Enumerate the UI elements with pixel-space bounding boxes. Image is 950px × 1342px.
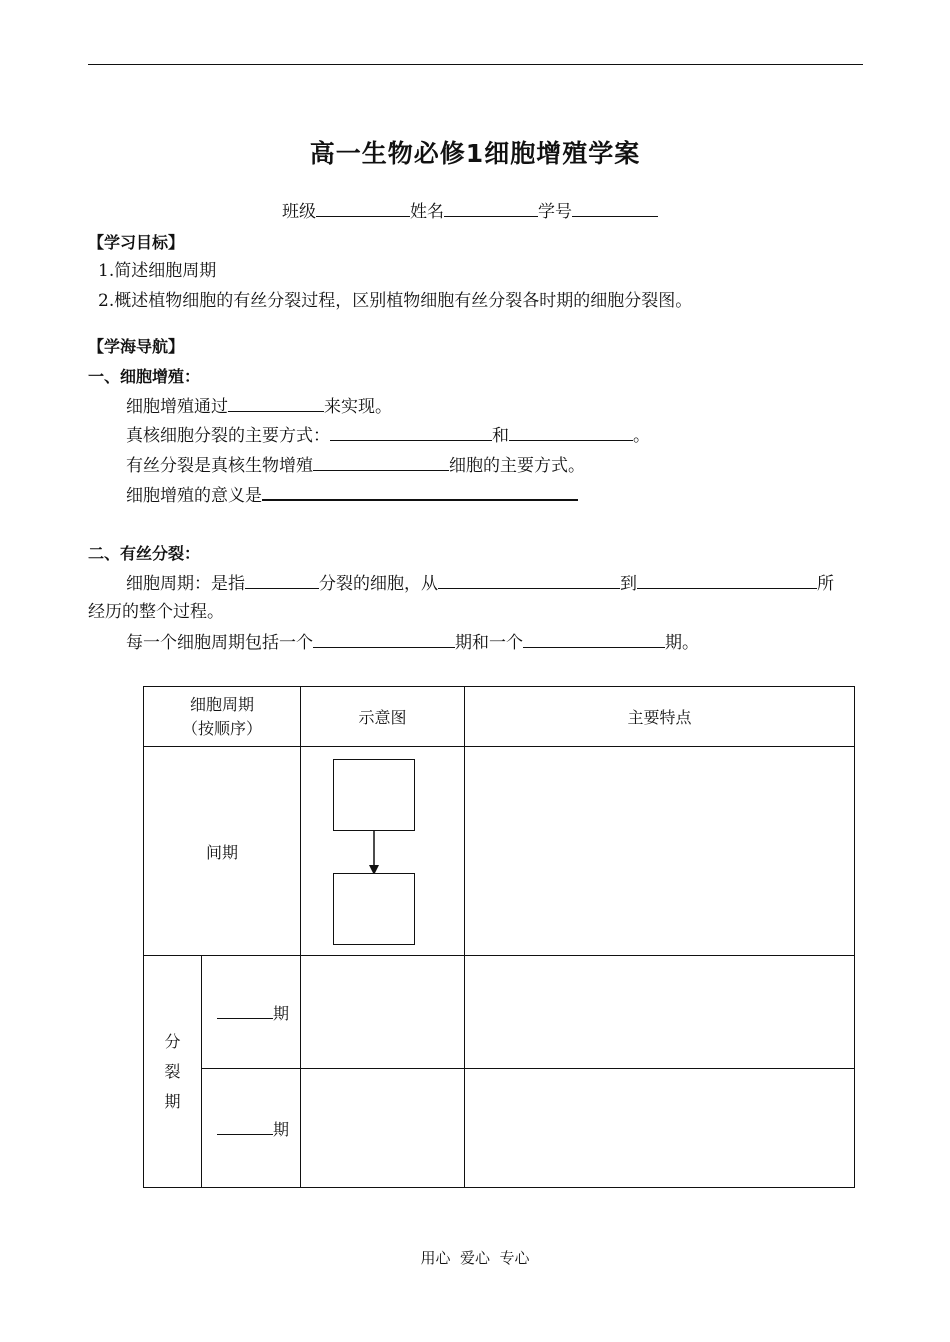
fill-blank[interactable] (245, 572, 319, 589)
text: 细胞增殖通过 (126, 397, 228, 417)
section2-para1-cont: 经历的整个过程。 (88, 602, 224, 622)
table-row-division-2 (144, 1069, 855, 1188)
table-header-row (144, 687, 855, 747)
student-id-label: 学号 (538, 202, 572, 222)
phase-suffix: 期 (273, 1119, 290, 1139)
page-title: 高一生物必修1细胞增殖学案 (309, 139, 641, 168)
name-label: 姓名 (410, 202, 444, 222)
fill-blank[interactable] (637, 572, 817, 589)
text: 细胞的主要方式。 (449, 456, 585, 476)
text: 每一个细胞周期包括一个 (126, 633, 313, 653)
division-label (144, 956, 202, 1188)
phase-cell-1 (202, 956, 301, 1069)
text: 期和一个 (455, 633, 523, 653)
goal-item-1: 1.简述细胞周期 (98, 261, 217, 281)
division-char: 分 (164, 1031, 181, 1051)
phase-cell-2 (202, 1069, 301, 1188)
fill-blank[interactable] (262, 483, 578, 501)
text: 所 (817, 574, 834, 594)
table-row-division-1 (144, 956, 855, 1069)
text: 细胞增殖的意义是 (126, 486, 262, 506)
features-cell[interactable] (465, 956, 855, 1069)
section2-para1 (126, 572, 834, 595)
text: 来实现。 (324, 397, 392, 417)
arrow-down-icon (364, 831, 384, 877)
header-cycle-line1: 细胞周期 (190, 694, 255, 714)
interphase-features-cell[interactable] (465, 747, 855, 956)
page-footer: 用心 爱心 专心 (420, 1249, 530, 1267)
diagram-box-top (333, 759, 415, 831)
division-char: 裂 (164, 1061, 181, 1081)
header-features: 主要特点 (465, 687, 855, 747)
class-blank[interactable] (316, 200, 410, 217)
fill-blank[interactable] (313, 454, 449, 471)
student-info-row (282, 200, 658, 223)
table-row-interphase (144, 747, 855, 956)
features-cell[interactable] (465, 1069, 855, 1188)
interphase-diagram-cell (301, 747, 465, 956)
phase-blank[interactable] (217, 1002, 273, 1019)
section2-para2 (126, 631, 699, 654)
diagram-box-bottom (333, 873, 415, 945)
fill-blank[interactable] (228, 395, 324, 412)
section1-line3 (126, 454, 585, 477)
section1-heading: 一、细胞增殖： (88, 367, 201, 386)
text: 细胞周期：是指 (126, 574, 245, 594)
text: 到 (620, 574, 637, 594)
fill-blank[interactable] (438, 572, 620, 589)
guide-heading: 【学海导航】 (88, 337, 185, 356)
division-char: 期 (164, 1091, 181, 1111)
fill-blank[interactable] (509, 424, 633, 441)
header-cycle-line2: （按顺序） (182, 718, 263, 738)
text: 期。 (665, 633, 699, 653)
section2-heading: 二、有丝分裂： (88, 544, 201, 563)
interphase-label: 间期 (144, 747, 301, 956)
text: 分裂的细胞，从 (319, 574, 438, 594)
name-blank[interactable] (444, 200, 538, 217)
phase-suffix: 期 (273, 1003, 290, 1023)
fill-blank[interactable] (523, 631, 665, 648)
class-label: 班级 (282, 202, 316, 222)
section1-line4 (126, 483, 578, 507)
section1-line1 (126, 395, 392, 418)
diagram-cell[interactable] (301, 956, 465, 1069)
cell-cycle-table (143, 686, 855, 1188)
fill-blank[interactable] (313, 631, 455, 648)
header-cell-cycle (144, 687, 301, 747)
goals-heading: 【学习目标】 (88, 233, 185, 252)
goal-item-2: 2.概述植物细胞的有丝分裂过程，区别植物细胞有丝分裂各时期的细胞分裂图。 (98, 291, 693, 311)
header-rule (88, 64, 863, 65)
text: 。 (633, 426, 650, 446)
student-id-blank[interactable] (572, 200, 658, 217)
text: 真核细胞分裂的主要方式： (126, 426, 330, 446)
header-diagram: 示意图 (301, 687, 465, 747)
phase-blank[interactable] (217, 1118, 273, 1135)
section1-line2 (126, 424, 650, 447)
text: 有丝分裂是真核生物增殖 (126, 456, 313, 476)
text: 和 (492, 426, 509, 446)
diagram-cell[interactable] (301, 1069, 465, 1188)
fill-blank[interactable] (330, 424, 492, 441)
